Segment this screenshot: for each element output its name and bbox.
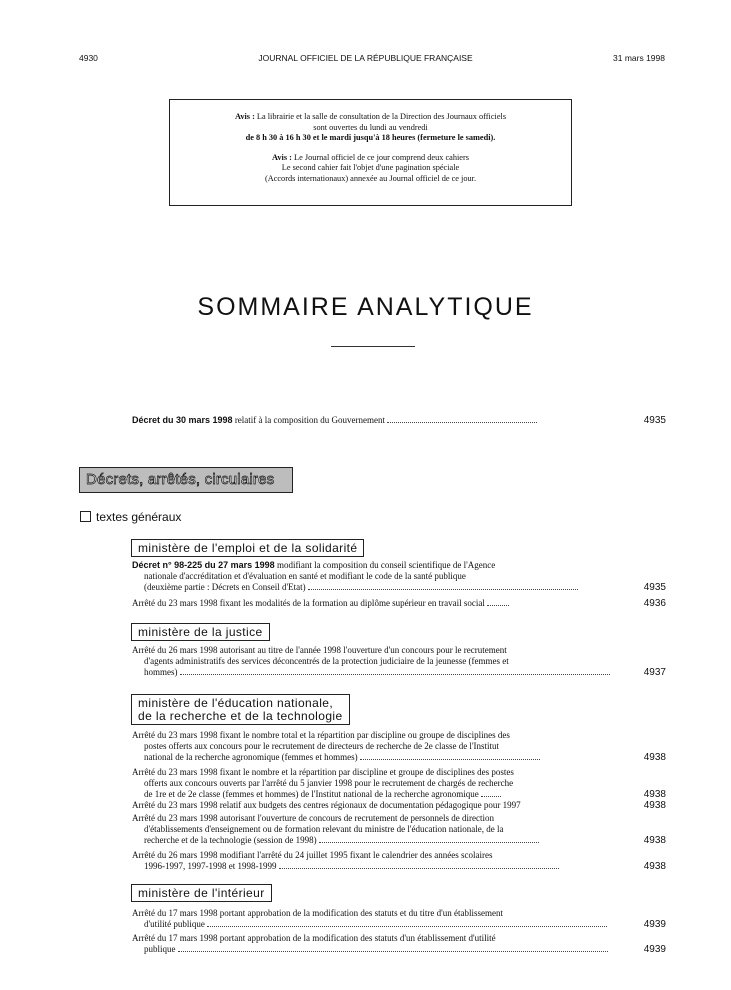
entry-line: hommes) (144, 667, 178, 677)
notice-label: Avis : (272, 152, 292, 162)
page-title: SOMMAIRE ANALYTIQUE (197, 293, 534, 321)
entry-line: Arrêté du 26 mars 1998 modifiant l'arrêté du 24 juillet 1995 fixant le calendrier des années scolaires (132, 850, 493, 860)
entry-line: Arrêté du 17 mars 1998 portant approbation de la modification des statuts d'un établissement d'utilité (132, 933, 496, 943)
ministry-heading (131, 694, 350, 725)
journal-title: JOURNAL OFFICIEL DE LA RÉPUBLIQUE FRANÇAISE (258, 53, 473, 63)
entry-line: national de la recherche agronomique (femmes et hommes) (144, 752, 358, 762)
entry-page: 4938 (643, 752, 666, 763)
entry-page: 4938 (643, 835, 666, 846)
entry-line: Arrêté du 26 mars 1998 autorisant au titre de l'année 1998 l'ouverture d'un concours pour le recrutement (132, 645, 507, 655)
entry-line: Arrêté du 23 mars 1998 fixant le nombre et la répartition par discipline et groupe de disciplines des postes (132, 767, 514, 777)
toc-entry[interactable] (132, 800, 666, 811)
toc-entry[interactable] (132, 415, 666, 426)
entry-line: offerts aux concours ouverts par l'arrêté du 5 janvier 1998 pour le recrutement de chargés de recherche (144, 778, 514, 788)
entry-line: d'utilité publique (144, 919, 205, 929)
entry-line: Arrêté du 23 mars 1998 relatif aux budgets des centres régionaux de documentation pédagogique pour 1997 (132, 800, 521, 810)
entry-line: Arrêté du 23 mars 1998 fixant les modalités de la formation au diplôme supérieur en travail social (132, 598, 485, 608)
notice-label: Avis : (234, 112, 255, 121)
notice-box (169, 99, 572, 206)
entry-page: 4936 (643, 598, 666, 609)
entry-page: 4935 (643, 582, 666, 593)
toc-entry[interactable] (132, 645, 666, 678)
entry-line: Arrêté du 23 mars 1998 fixant le nombre total et la répartition par discipline ou groupe de disciplines des (132, 730, 510, 740)
notice-line: Le second cahier fait l'objet d'une pagination spéciale (281, 163, 460, 173)
issue-date: 31 mars 1998 (613, 53, 665, 63)
entry-line: nationale d'accréditation et d'évaluation en santé et modifiant le code de la santé publique (144, 571, 466, 581)
entry-line: postes offerts aux concours pour le recrutement de directeurs de recherche de 2e classe de l'Institut (144, 741, 500, 751)
page-number: 4930 (79, 53, 98, 63)
title-divider (331, 346, 415, 347)
entry-line: 1996-1997, 1997-1998 et 1998-1999 (144, 861, 277, 871)
toc-entry[interactable] (132, 560, 666, 593)
entry-page: 4939 (643, 919, 666, 930)
toc-entry[interactable] (132, 598, 666, 609)
entry-page: 4938 (643, 789, 666, 800)
notice-line: (Accords internationaux) annexée au Journal officiel de ce jour. (264, 173, 477, 183)
toc-entry[interactable] (132, 767, 666, 800)
square-bullet-icon (80, 511, 91, 522)
entry-text: relatif à la composition du Gouvernement (234, 415, 386, 425)
notice-hours: de 8 h 30 à 16 h 30 et le mardi jusqu'à 18 heures (fermeture le samedi). (245, 133, 496, 143)
notice-line: La librairie et la salle de consultation de la Direction des Journaux officiels (256, 112, 507, 121)
entry-line: Arrêté du 17 mars 1998 portant approbation de la modification des statuts et du titre d'un établissement (132, 908, 504, 918)
entry-line: modifiant la composition du conseil scientifique de l'Agence (276, 560, 496, 570)
ministry-heading-line: de la recherche et de la technologie (138, 709, 343, 723)
entry-page: 4938 (643, 800, 666, 811)
ministry-heading: ministère de la justice (131, 623, 270, 641)
toc-entry[interactable] (132, 933, 666, 955)
entry-page: 4939 (643, 944, 666, 955)
notice-line: Le Journal officiel de ce jour comprend deux cahiers (294, 152, 469, 162)
section-banner: Décrets, arrêtés, circulaires (79, 467, 293, 493)
entry-page: 4938 (643, 861, 666, 872)
category-heading: textes généraux (80, 510, 181, 524)
entry-line: publique (144, 944, 176, 954)
ministry-heading: ministère de l'emploi et de la solidarité (131, 539, 364, 557)
entry-line: (deuxième partie : Décrets en Conseil d'Etat) (144, 582, 306, 592)
toc-entry[interactable] (132, 908, 666, 930)
toc-entry[interactable] (132, 813, 666, 846)
toc-entry[interactable] (132, 850, 666, 872)
entry-line: d'agents administratifs des services déconcentrés de la protection judiciaire de la jeunesse (femmes et (144, 656, 509, 666)
entry-line: de 1re et de 2e classe (femmes et hommes) de l'Institut national de la recherche agronomique (144, 789, 479, 799)
entry-line: d'établissements d'enseignement ou de formation relevant du ministre de l'éducation nationale, de la (144, 824, 504, 834)
ministry-heading-line: ministère de l'éducation nationale, (138, 696, 334, 710)
entry-line: Arrêté du 23 mars 1998 autorisant l'ouverture de concours de recrutement de personnels de direction (132, 813, 494, 823)
ministry-heading: ministère de l'intérieur (131, 884, 272, 902)
entry-page: 4935 (643, 415, 666, 426)
entry-bold: Décret du 30 mars 1998 (132, 415, 233, 425)
notice-line: sont ouvertes du lundi au vendredi (313, 122, 428, 132)
entry-bold: Décret n° 98-225 du 27 mars 1998 (132, 560, 275, 570)
toc-entry[interactable] (132, 730, 666, 763)
entry-page: 4937 (643, 667, 666, 678)
entry-line: recherche et de la technologie (session de 1998) (144, 835, 317, 845)
